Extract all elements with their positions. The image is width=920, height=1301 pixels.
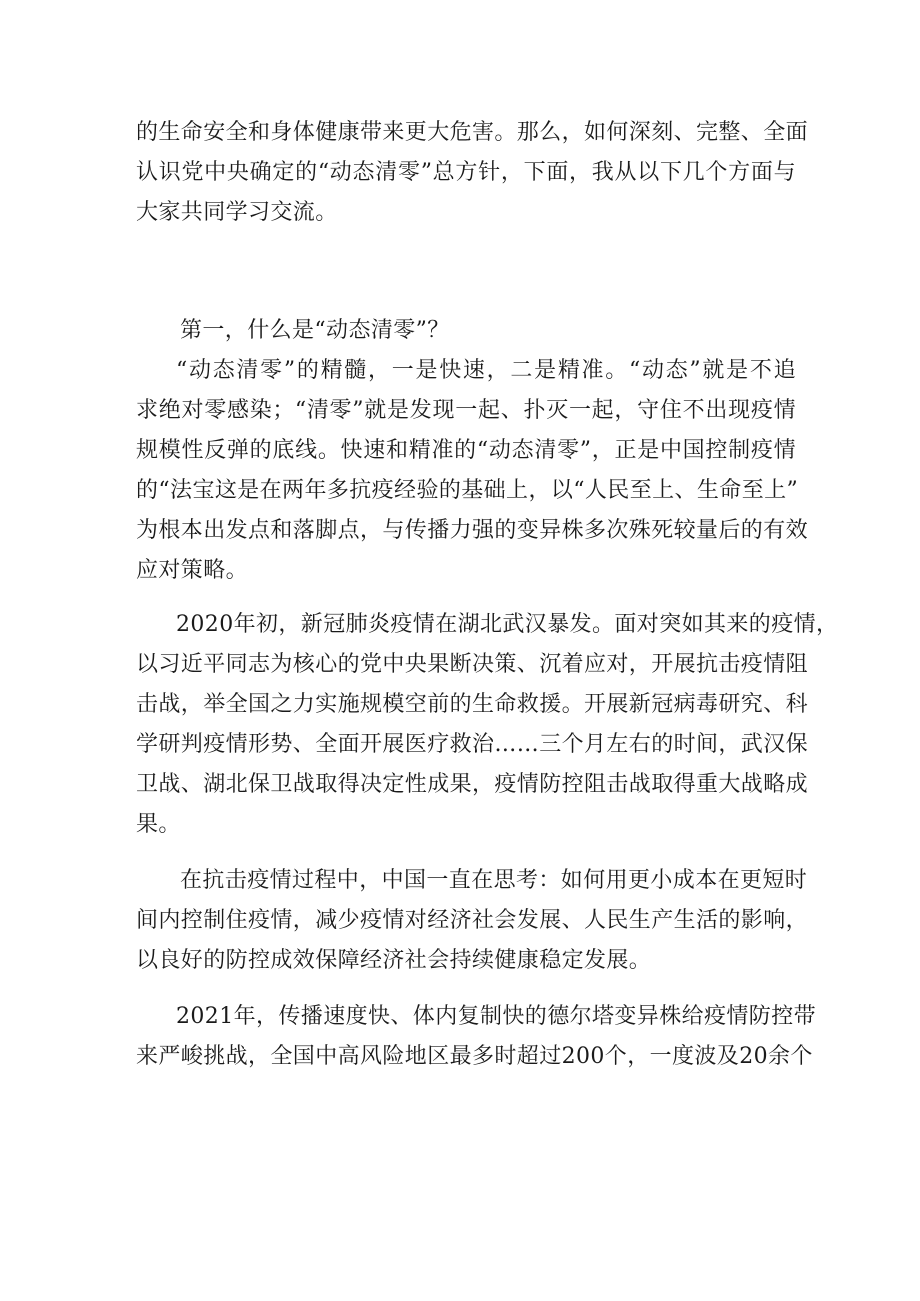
- para2-line-4: 学研判疫情形势、全面开展医疗救治……三个月左右的时间，武汉保: [136, 732, 809, 757]
- para1-line-3: 规模性反弹的底线。快速和精准的“动态清零”，正是中国控制疫情: [136, 438, 796, 463]
- para1-line-4: 的“法宝这是在两年多抗疫经验的基础上，以“人民至上、生命至上”: [136, 478, 799, 503]
- intro-line-1: 的生命安全和身体健康带来更大危害。那么，如何深刻、完整、全面: [136, 120, 809, 145]
- para2-line-3: 击战，举全国之力实施规模空前的生命救援。开展新冠病毒研究、科: [136, 692, 809, 717]
- para4-line-1: 2021年，传播速度快、体内复制快的德尔塔变异株给疫情防控带: [176, 1004, 816, 1029]
- para2-line-6: 果。: [136, 812, 181, 837]
- section-heading: 第一，什么是“动态清零”？: [180, 318, 450, 343]
- para3-line-1: 在抗击疫情过程中，中国一直在思考：如何用更小成本在更短时: [180, 868, 808, 893]
- para2-line-5: 卫战、湖北保卫战取得决定性成果，疫情防控阻击战取得重大战略成: [136, 772, 809, 797]
- para2-line-1: 2020年初，新冠肺炎疫情在湖北武汉暴发。面对突如其来的疫情，: [176, 612, 839, 637]
- intro-line-3: 大家共同学习交流。: [136, 200, 338, 225]
- para1-line-2: 求绝对零感染；“清零”就是发现一起、扑灭一起，守住不出现疫情: [136, 398, 796, 423]
- para1-line-6: 应对策略。: [136, 558, 249, 583]
- para3-line-2: 间内控制住疫情，减少疫情对经济社会发展、人民生产生活的影响，: [136, 908, 809, 933]
- intro-line-2: 认识党中央确定的“动态清零”总方针，下面，我从以下几个方面与: [136, 160, 796, 185]
- para1-line-5: 为根本出发点和落脚点，与传播力强的变异株多次殊死较量后的有效: [136, 518, 809, 543]
- para2-line-2: 以习近平同志为核心的党中央果断决策、沉着应对，开展抗击疫情阻: [136, 652, 809, 677]
- para3-line-3: 以良好的防控成效保障经济社会持续健康稳定发展。: [136, 948, 652, 973]
- para1-line-1: “动态清零”的精髓，一是快速，二是精准。“动态”就是不追: [176, 358, 796, 383]
- para4-line-2: 来严峻挑战，全国中高风险地区最多时超过200个，一度波及20余个: [136, 1044, 813, 1069]
